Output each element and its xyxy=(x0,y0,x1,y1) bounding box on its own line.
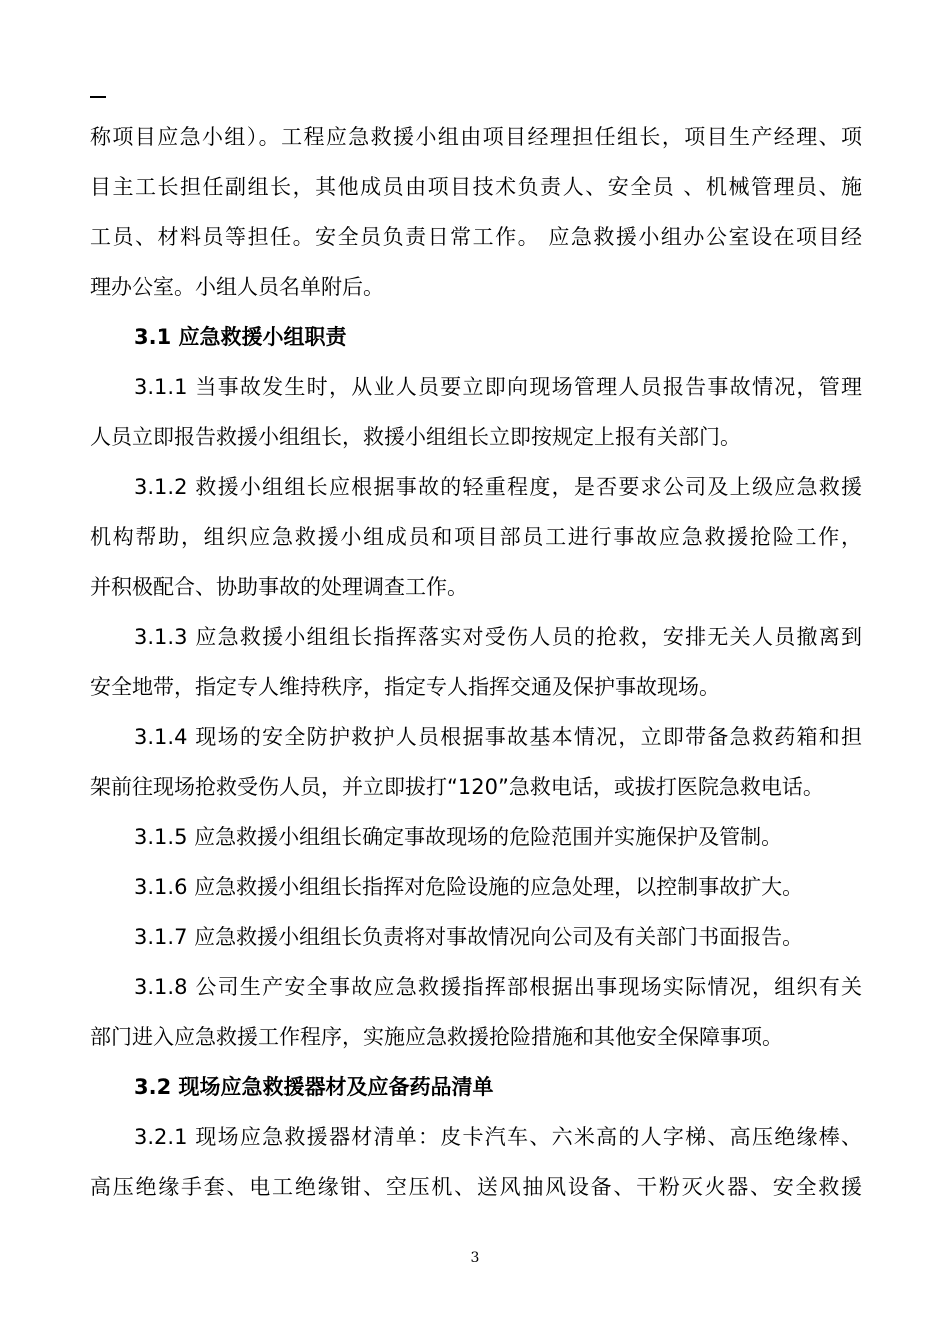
text-line: 3.2.1 现场应急救援器材清单：皮卡汽车、六米高的人字梯、高压绝缘棒、 xyxy=(134,1125,862,1149)
paragraph-3-1-5: 3.1.5 应急救援小组组长确定事故现场的危险范围并实施保护及管制。 xyxy=(134,825,783,849)
section-heading-3-1: 3.1 应急救援小组职责 xyxy=(134,325,347,349)
paragraph-3-1-2 xyxy=(90,462,862,612)
text-line: 机构帮助，组织应急救援小组成员和项目部员工进行事故应急救援抢险工作， xyxy=(90,525,862,549)
paragraph-3-1-1 xyxy=(90,362,862,462)
text-line: 3.1.3 应急救援小组组长指挥落实对受伤人员的抢救，安排无关人员撤离到 xyxy=(134,625,862,649)
paragraph-3-1-3 xyxy=(90,612,862,712)
paragraph-3-2-1 xyxy=(90,1112,862,1212)
text-line: 3.1.1 当事故发生时，从业人员要立即向现场管理人员报告事故情况，管理 xyxy=(134,375,862,399)
text-line: 人员立即报告救援小组组长，救援小组组长立即按规定上报有关部门。 xyxy=(90,425,741,449)
text-line: 工员、材料员等担任。安全员负责日常工作。 应急救援小组办公室设在项目经 xyxy=(90,225,862,249)
text-line: 3.1.8 公司生产安全事故应急救援指挥部根据出事现场实际情况，组织有关 xyxy=(134,975,862,999)
section-heading-3-2: 3.2 现场应急救援器材及应备药品清单 xyxy=(134,1075,494,1099)
document-body xyxy=(90,112,862,1212)
text-line: 高压绝缘手套、电工绝缘钳、空压机、送风抽风设备、干粉灭火器、安全救援 xyxy=(90,1175,862,1199)
header-dash xyxy=(90,96,106,98)
paragraph-3-1-7: 3.1.7 应急救援小组组长负责将对事故情况向公司及有关部门书面报告。 xyxy=(134,925,804,949)
text-line: 理办公室。小组人员名单附后。 xyxy=(90,275,384,299)
text-line: 目主工长担任副组长，其他成员由项目技术负责人、安全员 、机械管理员、施 xyxy=(90,175,862,199)
text-line: 架前往现场抢救受伤人员，并立即拔打“120”急救电话，或拔打医院急救电话。 xyxy=(90,775,824,799)
text-line: 3.1.2 救援小组组长应根据事故的轻重程度，是否要求公司及上级应急救援 xyxy=(134,475,862,499)
text-line: 安全地带，指定专人维持秩序，指定专人指挥交通及保护事故现场。 xyxy=(90,675,720,699)
text-line: 部门进入应急救援工作程序，实施应急救援抢险措施和其他安全保障事项。 xyxy=(90,1025,783,1049)
text-line: 称项目应急小组）。工程应急救援小组由项目经理担任组长，项目生产经理、项 xyxy=(90,125,862,149)
paragraph-3-1-6: 3.1.6 应急救援小组组长指挥对危险设施的应急处理，以控制事故扩大。 xyxy=(134,875,804,899)
paragraph-3-1-8 xyxy=(90,962,862,1062)
text-line: 3.1.4 现场的安全防护救护人员根据事故基本情况，立即带备急救药箱和担 xyxy=(134,725,862,749)
paragraph-intro xyxy=(90,112,862,312)
text-line: 并积极配合、协助事故的处理调查工作。 xyxy=(90,575,468,599)
paragraph-3-1-4 xyxy=(90,712,862,812)
page-number: 3 xyxy=(470,1250,480,1266)
